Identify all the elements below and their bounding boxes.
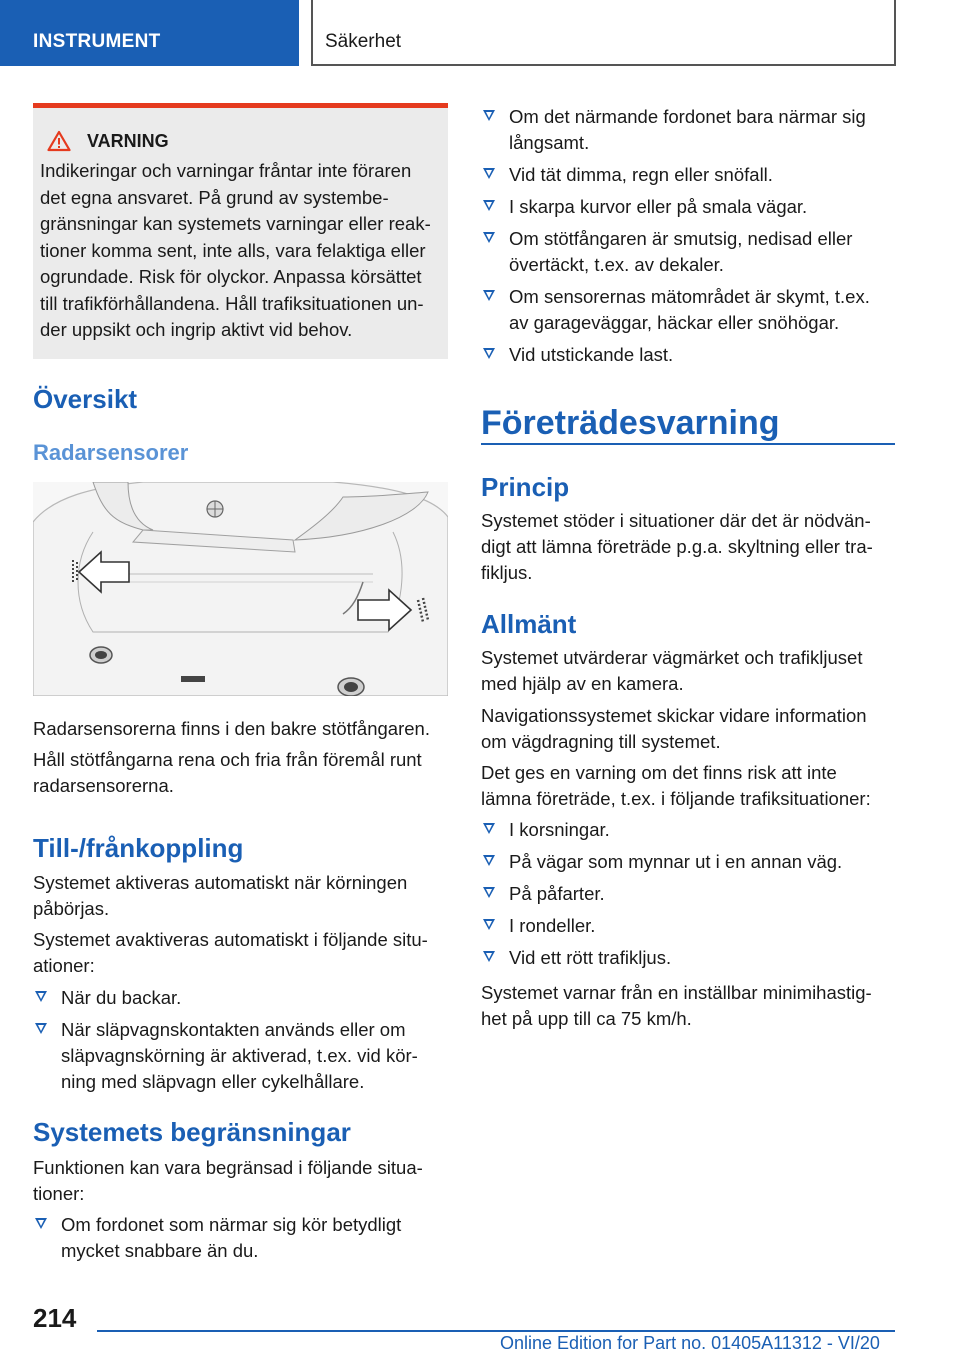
- bullet-triangle-icon: [483, 887, 495, 898]
- heading-foretradesvarning: Företrädesvarning: [481, 404, 780, 442]
- paragraph: [481, 980, 895, 1032]
- list-item-text: Vid tät dimma, regn eller snöfall.: [509, 164, 773, 185]
- list-item: [33, 1212, 448, 1264]
- bullet-triangle-icon: [483, 348, 495, 359]
- warning-line: Indikeringar och varningar fråntar inte föraren: [40, 160, 412, 181]
- text-line: ationer:: [33, 955, 95, 976]
- warning-line: till trafikförhållandena. Håll trafiksituationen un-: [40, 292, 424, 314]
- list-item: [481, 104, 895, 156]
- list-item-text: I skarpa kurvor eller på smala vägar.: [509, 196, 808, 217]
- bullet-triangle-icon: [483, 232, 495, 243]
- list-item-text: av garageväggar, häckar eller snöhögar.: [509, 312, 840, 333]
- paragraph: [33, 716, 448, 742]
- section-header: [311, 0, 896, 66]
- list-item-text: När du backar.: [61, 987, 182, 1008]
- footer-divider: [97, 1330, 895, 1332]
- list-item: [33, 1017, 448, 1095]
- list-item-text: I rondeller.: [509, 915, 596, 936]
- paragraph: [33, 927, 448, 979]
- heading-tillfrankoppling: Till-/frånkoppling: [33, 833, 244, 863]
- list-item: [481, 817, 895, 843]
- list-item: [481, 342, 895, 368]
- warning-box: [33, 103, 448, 359]
- text-line: Systemet utvärderar vägmärket och trafikljuset: [481, 647, 863, 668]
- warning-body: [40, 158, 440, 344]
- list-item-text: Vid utstickande last.: [509, 344, 674, 365]
- list-item-text: I korsningar.: [509, 819, 610, 840]
- heading-radarsensorer: Radarsensorer: [33, 440, 189, 465]
- list-item: [33, 985, 448, 1011]
- footer-edition-link[interactable]: Online Edition for Part no. 01405A11312 - VI/20: [500, 1333, 880, 1353]
- text-line: med hjälp av en kamera.: [481, 673, 684, 694]
- text-line: Systemet aktiveras automatiskt när körningen: [33, 872, 408, 893]
- warning-line: gränsningar kan systemets varningar eller reak-: [40, 213, 431, 234]
- text-line: digt att lämna företräde p.g.a. skyltning eller tra-: [481, 536, 873, 557]
- bullet-triangle-icon: [483, 290, 495, 301]
- bullet-triangle-icon: [483, 200, 495, 211]
- bullet-triangle-icon: [35, 991, 47, 1002]
- bullet-list: [33, 1212, 448, 1270]
- bullet-list: [481, 817, 895, 977]
- paragraph: [481, 645, 895, 697]
- list-item-text: övertäckt, t.ex. av dekaler.: [509, 254, 724, 275]
- text-line: fikljus.: [481, 562, 533, 583]
- text-line: Håll stötfångarna rena och fria från föremål runt: [33, 749, 422, 770]
- list-item: [481, 226, 895, 278]
- text-line: Systemet avaktiveras automatiskt i följande situ-: [33, 929, 428, 950]
- warning-title: [47, 130, 440, 152]
- bullet-triangle-icon: [483, 855, 495, 866]
- list-item-text: Om sensorernas mätområdet är skymt, t.ex.: [509, 286, 870, 307]
- paragraph: [33, 1155, 448, 1207]
- list-item-text: Om stötfångaren är smutsig, nedisad eller: [509, 228, 853, 249]
- text-line: Radarsensorerna finns i den bakre stötfångaren.: [33, 718, 430, 739]
- chapter-label: INSTRUMENT: [33, 31, 161, 52]
- list-item-text: Om det närmande fordonet bara närmar sig: [509, 106, 866, 127]
- list-item-text: långsamt.: [509, 132, 590, 153]
- heading-allmant: Allmänt: [481, 609, 577, 639]
- warning-line: det egna ansvaret. På grund av systembe-: [40, 186, 389, 208]
- list-item: [481, 162, 895, 188]
- car-rear-illustration: [33, 482, 448, 696]
- text-line: Det ges en varning om det finns risk att inte: [481, 762, 837, 783]
- text-line: Systemet stöder i situationer där det är nödvän-: [481, 510, 871, 531]
- warning-line: tioner komma sent, inte alls, vara felaktiga eller: [40, 239, 426, 261]
- section-label: Säkerhet: [325, 31, 402, 52]
- list-item-text: När släpvagnskontakten används eller om: [61, 1019, 406, 1040]
- bullet-triangle-icon: [35, 1023, 47, 1034]
- list-item-text: ning med släpvagn eller cykelhållare.: [61, 1071, 365, 1092]
- heading-oversikt: Översikt: [33, 384, 138, 414]
- text-line: het på upp till ca 75 km/h.: [481, 1008, 692, 1029]
- heading-princip: Princip: [481, 472, 570, 502]
- list-item: [481, 849, 895, 875]
- list-item-text: På påfarter.: [509, 883, 605, 904]
- bullet-list: [33, 985, 448, 1101]
- text-line: radarsensorerna.: [33, 775, 174, 796]
- list-item: [481, 913, 895, 939]
- warning-triangle-icon: [47, 130, 71, 152]
- list-item-text: mycket snabbare än du.: [61, 1240, 259, 1261]
- text-line: påbörjas.: [33, 898, 110, 919]
- list-item-text: På vägar som mynnar ut i en annan väg.: [509, 851, 843, 872]
- text-line: om vägdragning till systemet.: [481, 731, 721, 752]
- list-item-text: släpvagnskörning är aktiverad, t.ex. vid kör-: [61, 1045, 418, 1066]
- list-item: [481, 284, 895, 336]
- list-item: [481, 945, 895, 971]
- bullet-triangle-icon: [483, 919, 495, 930]
- paragraph: [481, 760, 895, 812]
- list-item-text: Om fordonet som närmar sig kör betydligt: [61, 1214, 402, 1235]
- text-line: lämna företräde, t.ex. i följande trafiksituationer:: [481, 788, 871, 809]
- paragraph: [481, 703, 895, 755]
- list-item-text: Vid ett rött trafikljus.: [509, 947, 672, 968]
- warning-line: ogrundade. Risk för olyckor. Anpassa körsättet: [40, 266, 422, 287]
- text-line: tioner:: [33, 1183, 85, 1204]
- bullet-triangle-icon: [483, 823, 495, 834]
- radar-sensor-illustration: [33, 482, 448, 696]
- page-number: 214: [33, 1303, 77, 1333]
- heading-underline: [481, 443, 895, 445]
- bullet-triangle-icon: [35, 1218, 47, 1229]
- paragraph: [33, 870, 448, 922]
- text-line: Systemet varnar från en inställbar minimihastig-: [481, 982, 872, 1003]
- text-line: Funktionen kan vara begränsad i följande situa-: [33, 1157, 423, 1178]
- warning-line: der uppsikt och ingrip aktivt vid behov.: [40, 319, 353, 340]
- list-item: [481, 194, 895, 220]
- bullet-list: [481, 104, 895, 374]
- text-line: Navigationssystemet skickar vidare information: [481, 705, 867, 726]
- paragraph: [33, 747, 448, 799]
- warning-title-text: VARNING: [87, 130, 169, 151]
- bullet-triangle-icon: [483, 110, 495, 121]
- heading-begransningar: Systemets begränsningar: [33, 1117, 351, 1147]
- paragraph: [481, 508, 895, 586]
- list-item: [481, 881, 895, 907]
- chapter-tab[interactable]: [0, 0, 299, 66]
- bullet-triangle-icon: [483, 168, 495, 179]
- bullet-triangle-icon: [483, 951, 495, 962]
